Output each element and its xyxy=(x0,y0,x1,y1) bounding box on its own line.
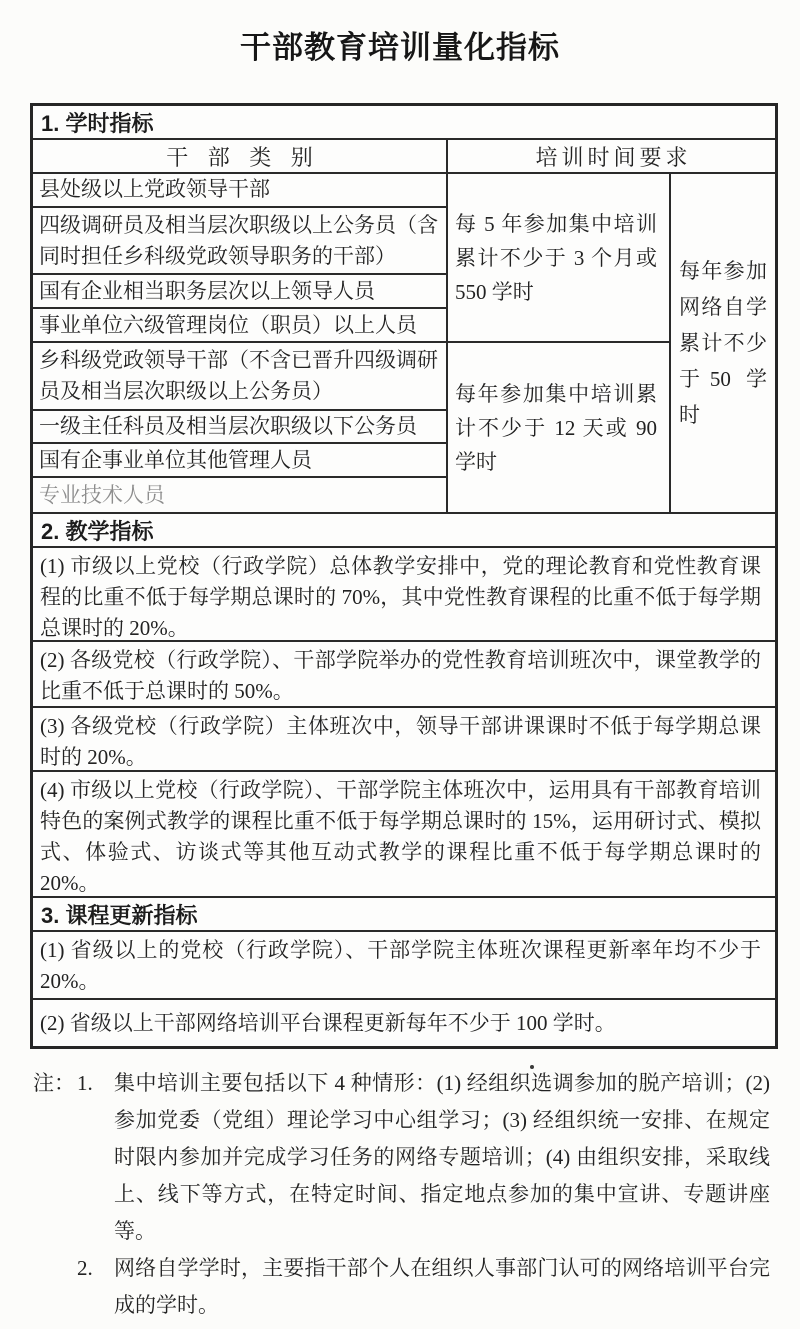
footnotes-list xyxy=(77,1065,770,1324)
cadre-category-row: 国有企事业单位其他管理人员 xyxy=(33,444,446,478)
teaching-indicator-item: (4) 市级以上党校（行政学院）、干部学院主体班次中，运用具有干部教育培训特色的案例式教学的课程比重不低于每学期总课时的 15%，运用研讨式、模拟式、体验式、访谈式等其他互动式教学的课程比重不低于每学期总课时的 20%。 xyxy=(33,772,775,898)
teaching-indicator-item: (2) 各级党校（行政学院）、干部学院举办的党性教育培训班次中，课堂教学的比重不低于总课时的 50%。 xyxy=(33,642,775,708)
cadre-category-row-faded: 专业技术人员 xyxy=(39,482,165,507)
section1-column-headers xyxy=(33,140,775,174)
cadre-category-row: 一级主任科员及相当层次职级以下公务员 xyxy=(33,411,446,445)
footnote-item xyxy=(77,1250,770,1324)
course-update-indicator-item: (1) 省级以上的党校（行政学院）、干部学院主体班次课程更新率年均不少于 20%。 xyxy=(33,932,775,1000)
teaching-indicator-item: (1) 市级以上党校（行政学院）总体教学安排中，党的理论教育和党性教育课程的比重不低于每学期总课时的 70%，其中党性教育课程的比重不低于每学期总课时的 20%。 xyxy=(33,548,775,642)
training-requirement-cell xyxy=(448,174,669,343)
cadre-category-column xyxy=(33,174,448,512)
cadre-category-row: 县处级以上党政领导干部 xyxy=(33,174,446,208)
column-header-cadre-category: 干 部 类 别 xyxy=(33,140,448,172)
online-self-study-requirement: 每年参加网络自学累计不少于50 学时 xyxy=(679,259,767,427)
document-title: 干部教育培训量化指标 xyxy=(240,30,560,65)
cadre-category-row: 国有企业相当职务层次以上领导人员 xyxy=(33,275,446,309)
scan-dot-artifact xyxy=(530,1065,534,1069)
column-header-training-time-requirement: 培训时间要求 xyxy=(535,144,692,170)
section2-header: 2. 教学指标 xyxy=(33,514,775,548)
section1-body xyxy=(33,174,775,514)
section3-header: 3. 课程更新指标 xyxy=(33,898,775,932)
cadre-category-row: 乡科级党政领导干部（不含已晋升四级调研员及相当层次职级以上公务员） xyxy=(33,343,446,411)
cadre-category-row: 四级调研员及相当层次职级以上公务员（含同时担任乡科级党政领导职务的干部） xyxy=(33,208,446,276)
training-requirement-text: 每年参加集中培训累计不少于 12 天或 90 学时 xyxy=(455,381,657,474)
footnotes-label: 注： xyxy=(33,1071,75,1095)
section1-header: 1. 学时指标 xyxy=(33,106,775,140)
footnote-item xyxy=(77,1065,770,1250)
online-self-study-column xyxy=(671,174,775,512)
indicator-table xyxy=(30,103,778,1049)
footnotes xyxy=(33,1065,770,1324)
footnote-number: 2. xyxy=(77,1256,93,1280)
teaching-indicator-item: (3) 各级党校（行政学院）主体班次中，领导干部讲课课时不低于每学期总课时的 20%。 xyxy=(33,708,775,772)
document-page xyxy=(0,22,800,1324)
centralized-training-column xyxy=(448,174,671,512)
cadre-category-row: 事业单位六级管理岗位（职员）以上人员 xyxy=(33,309,446,343)
course-update-indicator-item: (2) 省级以上干部网络培训平台课程更新每年不少于 100 学时。 xyxy=(40,1010,616,1035)
footnote-text: 集中培训主要包括以下 4 种情形：(1) 经组织选调参加的脱产培训；(2) 参加党委（党组）理论学习中心组学习；(3) 经组织统一安排、在规定时限内参加并完成学习任务的网络专题培训；(4) 由组织安排，采取线上、线下等方式，在特定时间、指定地点参加的集中宣讲、专题讲座等。 xyxy=(114,1071,770,1243)
training-requirement-text: 每 5 年参加集中培训累计不少于 3 个月或 550 学时 xyxy=(455,211,657,304)
footnote-text: 网络自学学时，主要指干部个人在组织人事部门认可的网络培训平台完成的学时。 xyxy=(114,1256,770,1317)
footnote-number: 1. xyxy=(77,1071,93,1095)
training-requirement-cell xyxy=(448,343,669,512)
